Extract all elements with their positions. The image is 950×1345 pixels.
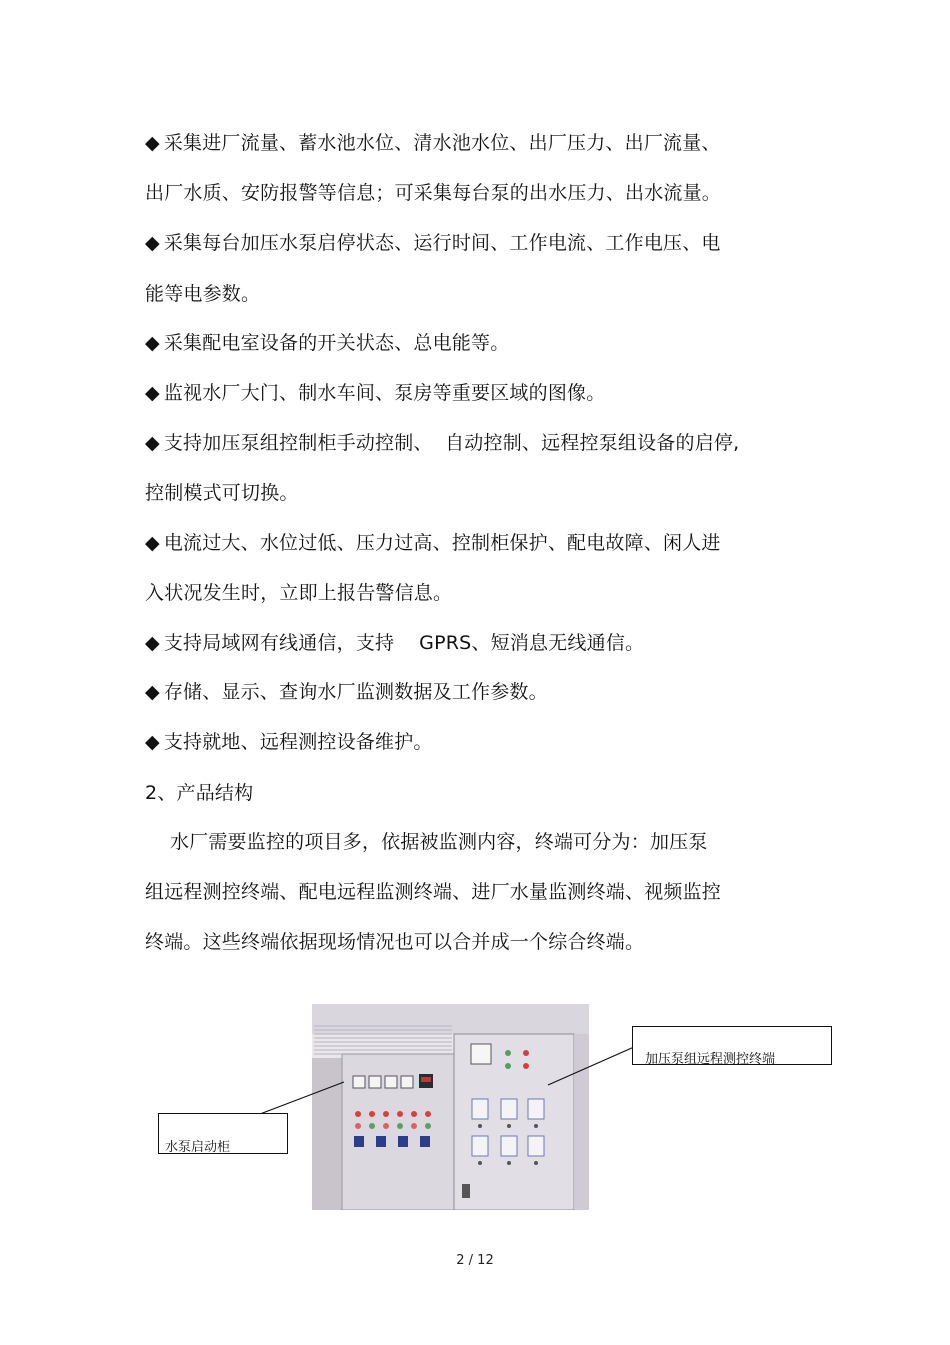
callout-pump-rtu — [632, 1026, 832, 1065]
callout-label: 水泵启动柜 — [165, 1140, 231, 1155]
body-line: 水厂需要监控的项目多，依据被监测内容，终端可分为：加压泵 — [145, 831, 708, 853]
bullet-icon: ◆ — [145, 632, 160, 654]
list-text: 能等电参数。 — [145, 283, 261, 305]
list-text: 入状况发生时，立即上报告警信息。 — [145, 582, 453, 604]
list-text: 控制模式可切换。 — [145, 482, 299, 504]
list-text: 支持加压泵组控制柜手动控制、 自动控制、远程控泵组设备的启停, — [163, 432, 740, 454]
callout-pump-start-cabinet — [158, 1113, 288, 1154]
list-text: 电流过大、水位过低、压力过高、控制柜保护、配电故障、闲人进 — [163, 532, 721, 554]
bullet-icon: ◆ — [145, 681, 160, 703]
body-line: 终端。这些终端依据现场情况也可以合并成一个综合终端。 — [145, 931, 645, 953]
list-text: 采集进厂流量、蓄水池水位、清水池水位、出厂压力、出厂流量、 — [163, 132, 721, 154]
list-text: 采集每台加压水泵启停状态、运行时间、工作电流、工作电压、电 — [163, 232, 721, 254]
bullet-icon: ◆ — [145, 232, 160, 254]
bullet-icon: ◆ — [145, 532, 160, 554]
list-text: 存储、显示、查询水厂监测数据及工作参数。 — [163, 681, 548, 703]
bullet-icon: ◆ — [145, 332, 160, 354]
bullet-icon: ◆ — [145, 731, 160, 753]
bullet-icon: ◆ — [145, 382, 160, 404]
list-text: 支持就地、远程测控设备维护。 — [163, 731, 433, 753]
bullet-icon: ◆ — [145, 132, 160, 154]
list-text: 支持局域网有线通信，支持 GPRS、短消息无线通信。 — [163, 632, 645, 654]
list-text: 采集配电室设备的开关状态、总电能等。 — [163, 332, 510, 354]
list-text: 监视水厂大门、制水车间、泵房等重要区域的图像。 — [163, 382, 606, 404]
list-text: 出厂水质、安防报警等信息；可采集每台泵的出水压力、出水流量。 — [145, 182, 722, 204]
bullet-icon: ◆ — [145, 432, 160, 454]
section-heading: 2、产品结构 — [145, 782, 254, 804]
body-line: 组远程测控终端、配电远程监测终端、进厂水量监测终端、视频监控 — [145, 881, 722, 903]
page-number: 2 / 12 — [456, 1253, 494, 1268]
callout-label: 加压泵组远程测控终端 — [645, 1052, 776, 1067]
